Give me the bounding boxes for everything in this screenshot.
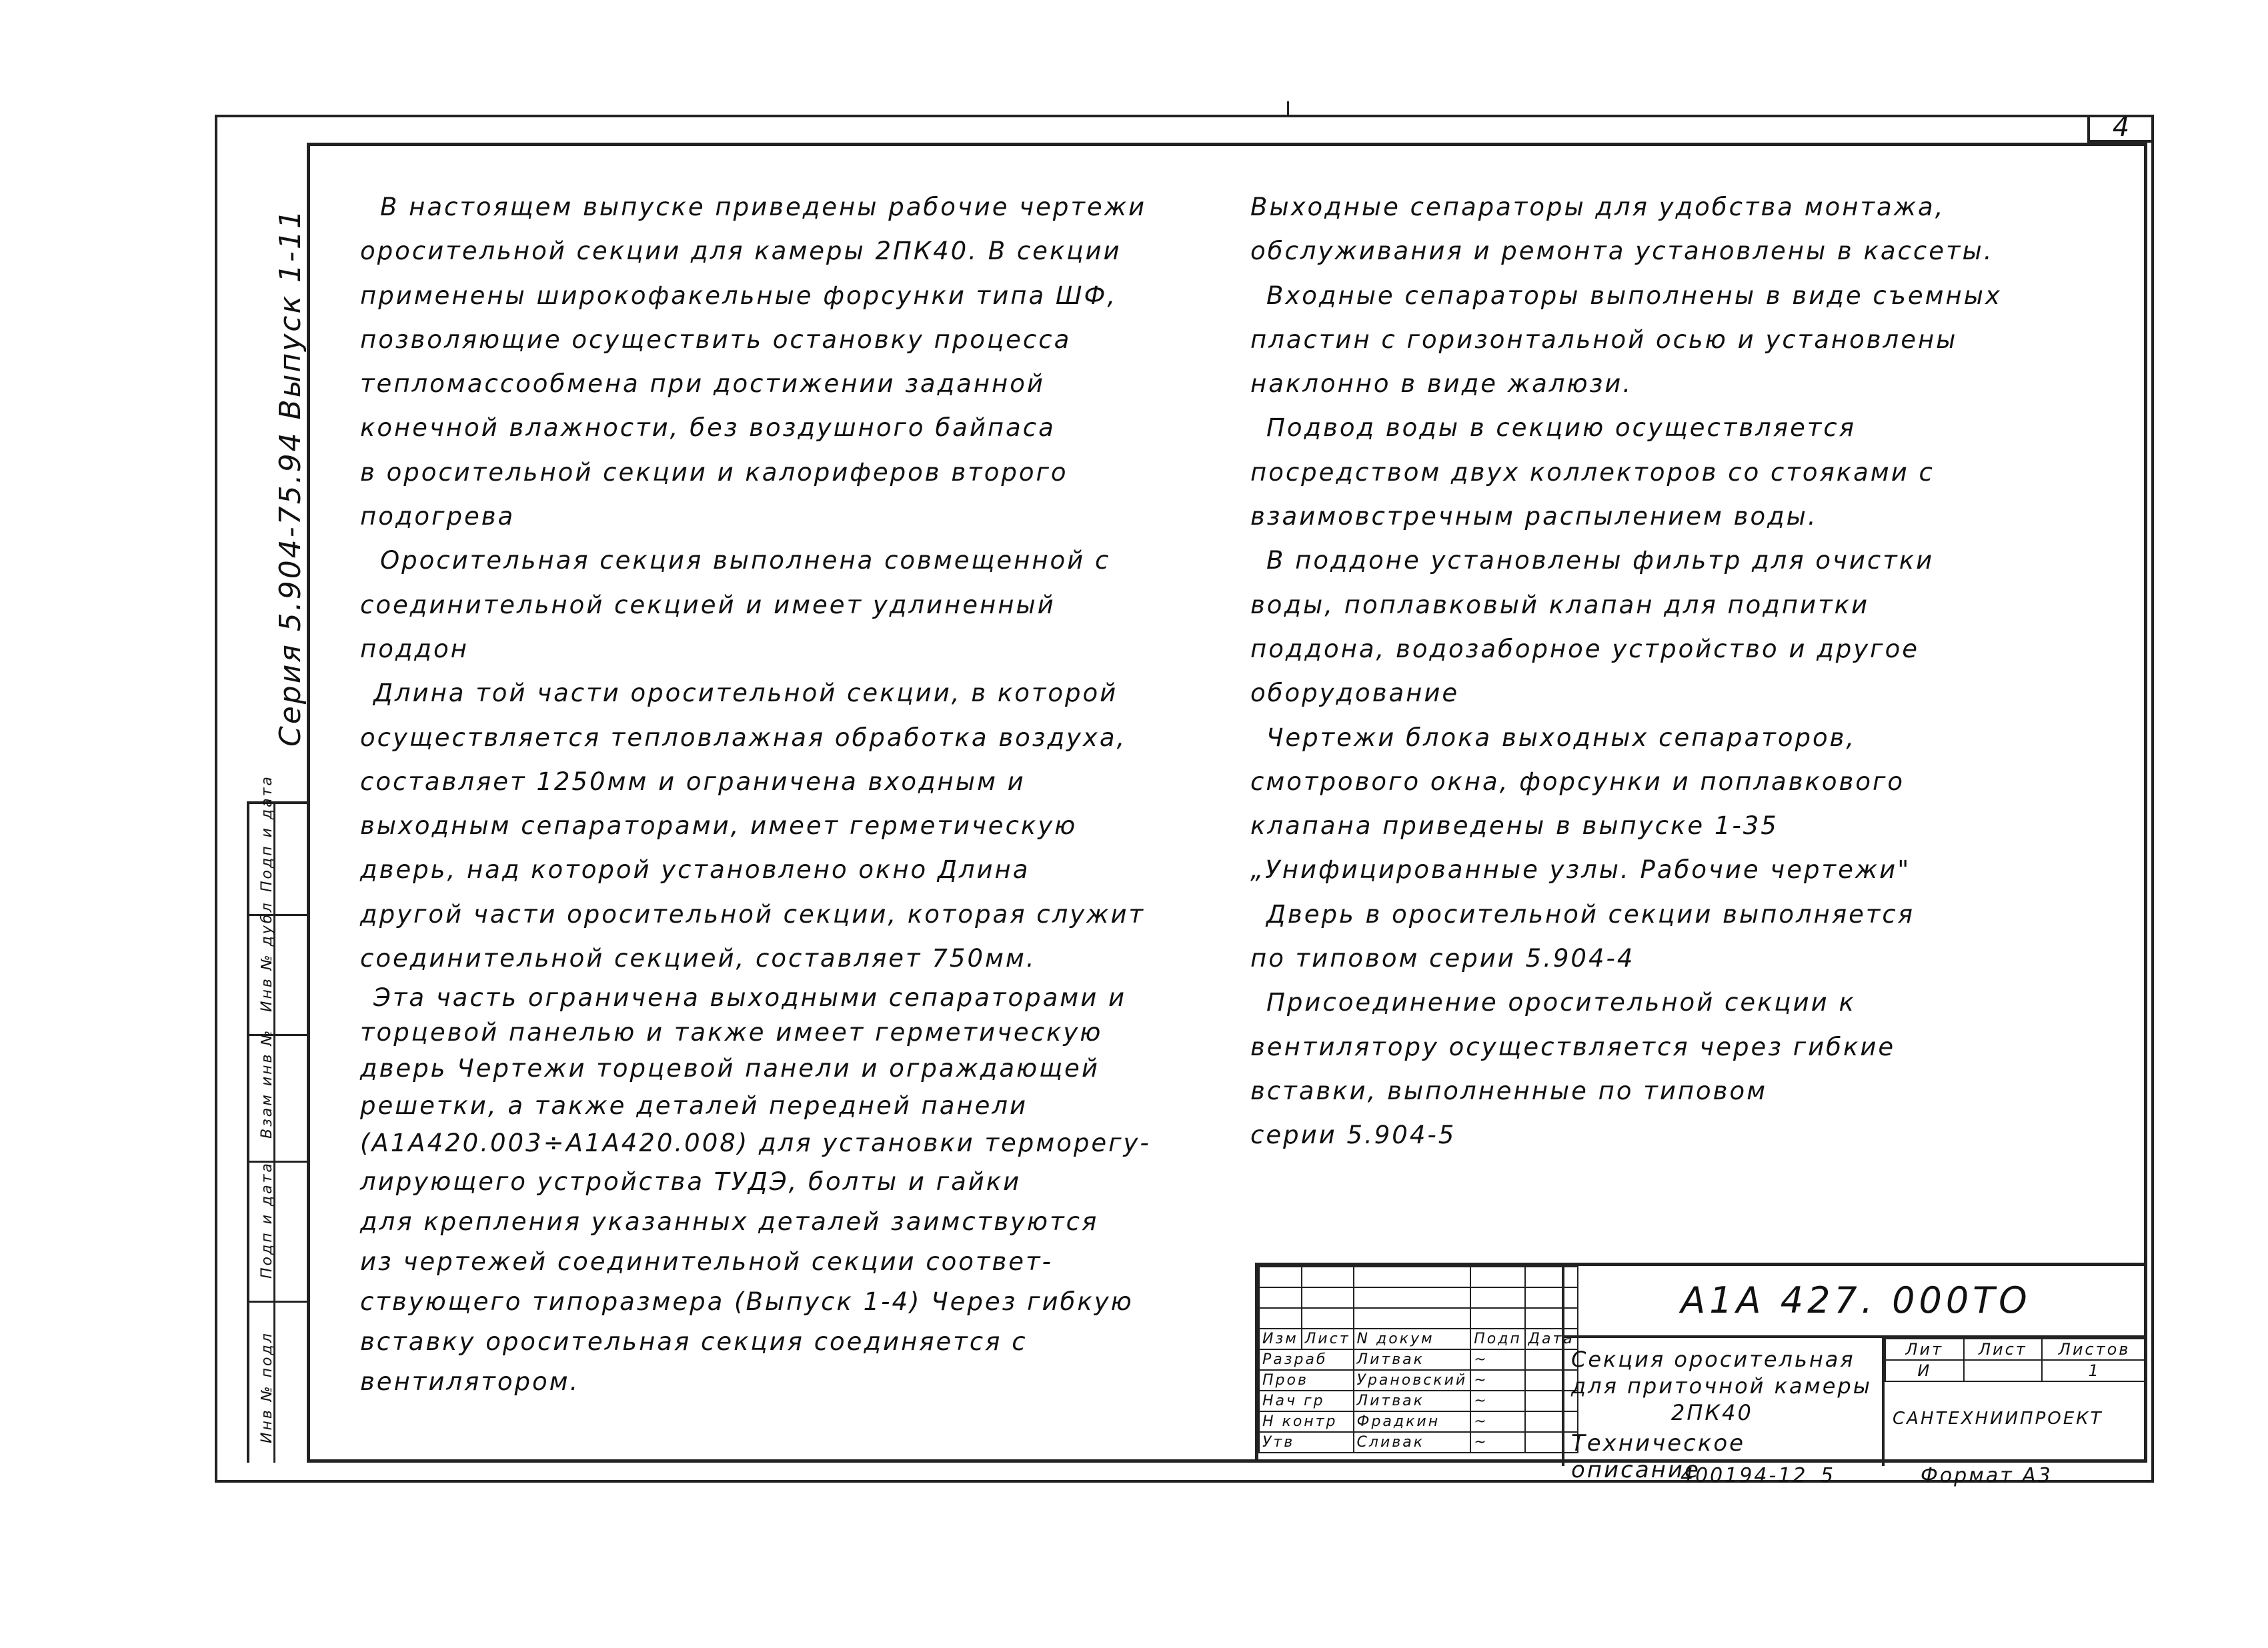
- text-line: вставки, выполненные по типовом: [1250, 1076, 1768, 1105]
- stamp-header-row: [1259, 1329, 1578, 1349]
- stamp-name: Литвак: [1354, 1349, 1471, 1370]
- text-line: соединительной секцией и имеет удлиненный: [360, 590, 1056, 619]
- lit-value-row: [1885, 1360, 2147, 1381]
- signature: ~: [1470, 1370, 1525, 1391]
- side-cell-sign-date-2: Подп и дата: [249, 1163, 307, 1303]
- header-date: Дата: [1525, 1329, 1578, 1349]
- stamp-name: Сливак: [1354, 1432, 1471, 1453]
- right-text-column: [1250, 185, 2131, 1158]
- text-line: вентилятору осуществляется через гибкие: [1250, 1032, 1896, 1061]
- listov-header: Листов: [2042, 1339, 2147, 1360]
- format-label: Формат А3: [1921, 1464, 2053, 1487]
- lit-value: И: [1885, 1360, 1964, 1381]
- stamp-blank-row: [1259, 1308, 1578, 1329]
- text-line: лирующего устройства ТУДЭ, болты и гайки: [360, 1167, 1022, 1197]
- text-line: в оросительной секции и калориферов второго: [360, 457, 1068, 487]
- document-code: А1А 427. 000ТО: [1562, 1266, 2147, 1338]
- side-cell-inv-dubl: Инв № дубл: [249, 916, 307, 1036]
- stamp-row-utv: [1259, 1432, 1578, 1453]
- text-line: поддон: [360, 634, 469, 663]
- side-cell-sign-date-1: Подп и дата: [249, 804, 307, 916]
- side-stamp-strip: [247, 775, 307, 1463]
- text-line: ствующего типоразмера (Выпуск 1-4) Через гибкую: [360, 1287, 1134, 1317]
- text-line: позволяющие осуществить остановку процесса: [360, 325, 1072, 354]
- stamp-role: Пров: [1259, 1370, 1354, 1391]
- text-line: вставку оросительная секция соединяется с: [360, 1327, 1028, 1357]
- stamp-role: Нач гр: [1259, 1391, 1354, 1411]
- stamp-row-n-kontr: [1259, 1411, 1578, 1432]
- text-line: Оросительная секция выполнена совмещенной с: [380, 546, 1111, 575]
- header-sign: Подп: [1470, 1329, 1525, 1349]
- signature: ~: [1470, 1391, 1525, 1411]
- text-line: конечной влажности, без воздушного байпаса: [360, 413, 1056, 443]
- text-line: по типовом серии 5.904-4: [1250, 944, 1635, 973]
- text-line: В настоящем выпуске приведены рабочие чертежи: [380, 193, 1147, 221]
- text-line: взаимовстречным распылением воды.: [1250, 502, 1818, 531]
- text-line: Присоединение оросительной секции к: [1266, 988, 1856, 1017]
- side-cell-vzam-inv: Взам инв №: [249, 1036, 307, 1163]
- text-line: Эта часть ограничена выходными сепараторами и: [373, 983, 1127, 1013]
- stamp-blank-row: [1259, 1267, 1578, 1287]
- text-line: клапана приведены в выпуске 1-35: [1250, 811, 1779, 841]
- text-line: решетки, а также деталей передней панели: [360, 1091, 1028, 1121]
- text-line: посредством двух коллекторов со стояками с: [1250, 457, 1935, 487]
- text-line: из чертежей соединительной секции соответ-: [360, 1247, 1053, 1277]
- sheet-number: 4: [2087, 115, 2154, 143]
- organization-name: САНТЕХНИИПРОЕКТ: [1893, 1409, 2103, 1429]
- text-line: дверь Чертежи торцевой панели и ограждающей: [360, 1054, 1100, 1083]
- text-line: Чертежи блока выходных сепараторов,: [1266, 723, 1857, 752]
- stamp-row-razrab: [1259, 1349, 1578, 1370]
- literature-box: [1882, 1338, 2147, 1466]
- signature: ~: [1470, 1349, 1525, 1370]
- series-vertical-label: Серия 5.904-75.94 Выпуск 1-11: [273, 208, 307, 747]
- text-line: серии 5.904-5: [1250, 1121, 1456, 1150]
- stamp-name: Литвак: [1354, 1391, 1471, 1411]
- text-line: Входные сепараторы выполнены в виде съемных: [1266, 281, 2002, 310]
- text-line: применены широкофакельные форсунки типа ШФ,: [360, 281, 1118, 310]
- header-list: Лист: [1302, 1329, 1354, 1349]
- text-line: поддона, водозаборное устройство и другое: [1250, 634, 1919, 663]
- stamp-name: Фрадкин: [1354, 1411, 1471, 1432]
- text-line: выходным сепараторами, имеет герметическую: [360, 811, 1078, 841]
- text-line: воды, поплавковый клапан для подпитки: [1250, 590, 1870, 619]
- title-line: Секция оросительная: [1571, 1347, 1855, 1372]
- text-line: другой части оросительной секции, которая служит: [360, 899, 1146, 929]
- stamp-role: Н контр: [1259, 1411, 1354, 1432]
- text-line: оборудование: [1250, 679, 1460, 708]
- archive-number: 400194-12: [1680, 1464, 1808, 1487]
- header-izm: Изм: [1259, 1329, 1302, 1349]
- text-line: Длина той части оросительной секции, в которой: [373, 679, 1118, 708]
- text-line: „Унифицированные узлы. Рабочие чертежи": [1250, 855, 1911, 885]
- text-line: Подвод воды в секцию осуществляется: [1266, 413, 1857, 443]
- title-line: для приточной камеры: [1571, 1373, 1872, 1399]
- text-line: составляет 1250мм и ограничена входным и: [360, 767, 1026, 796]
- header-doc-no: N докум: [1354, 1329, 1471, 1349]
- left-text-column: [360, 185, 1180, 1402]
- signature: ~: [1470, 1432, 1525, 1453]
- title-line: Техническое описание: [1571, 1430, 1746, 1483]
- text-line: В поддоне установлены фильтр для очистки: [1266, 546, 1935, 575]
- stamp-row-nach-gr: [1259, 1391, 1578, 1411]
- stamp-row-prov: [1259, 1370, 1578, 1391]
- stamp-blank-row: [1259, 1287, 1578, 1308]
- text-line: соединительной секцией, составляет 750мм.: [360, 944, 1036, 973]
- signature: ~: [1470, 1411, 1525, 1432]
- text-line: пластин с горизонтальной осью и установлены: [1250, 325, 1958, 354]
- lit-header: Лит: [1885, 1339, 1964, 1360]
- stamp-role: Утв: [1259, 1432, 1354, 1453]
- text-line: для крепления указанных деталей заимствуются: [360, 1207, 1099, 1237]
- listov-value: 1: [2042, 1360, 2147, 1381]
- lit-table: [1885, 1338, 2147, 1382]
- top-tick-mark: [1287, 101, 1289, 116]
- list-header: Лист: [1964, 1339, 2043, 1360]
- stamp-role: Разраб: [1259, 1349, 1354, 1370]
- copy-number: 5: [1821, 1464, 1836, 1487]
- text-line: тепломассообмена при достижении заданной: [360, 369, 1045, 399]
- signature-table: [1258, 1266, 1578, 1453]
- side-cell-inv-podl: Инв № подл: [259, 1331, 275, 1443]
- text-line: Дверь в оросительной секции выполняется: [1266, 899, 1915, 929]
- text-line: Выходные сепараторы для удобства монтажа,: [1250, 193, 1945, 221]
- text-line: вентилятором.: [360, 1367, 580, 1397]
- text-line: дверь, над которой установлено окно Длина: [360, 855, 1030, 885]
- text-line: оросительной секции для камеры 2ПК40. В секции: [360, 237, 1122, 266]
- stamp-name: Урановский: [1354, 1370, 1471, 1391]
- list-value: [1964, 1360, 2043, 1381]
- text-line: осуществляется тепловлажная обработка воздуха,: [360, 723, 1127, 752]
- text-line: наклонно в виде жалюзи.: [1250, 369, 1633, 399]
- lit-header-row: [1885, 1339, 2147, 1360]
- text-line: (А1А420.003÷А1А420.008) для установки терморегу-: [360, 1129, 1151, 1158]
- text-line: подогрева: [360, 502, 515, 531]
- title-line: 2ПК40: [1671, 1400, 1753, 1425]
- text-line: обслуживания и ремонта установлены в кассеты.: [1250, 237, 1994, 266]
- text-line: смотрового окна, форсунки и поплавкового: [1250, 767, 1905, 796]
- text-line: торцевой панелью и также имеет герметическую: [360, 1018, 1103, 1047]
